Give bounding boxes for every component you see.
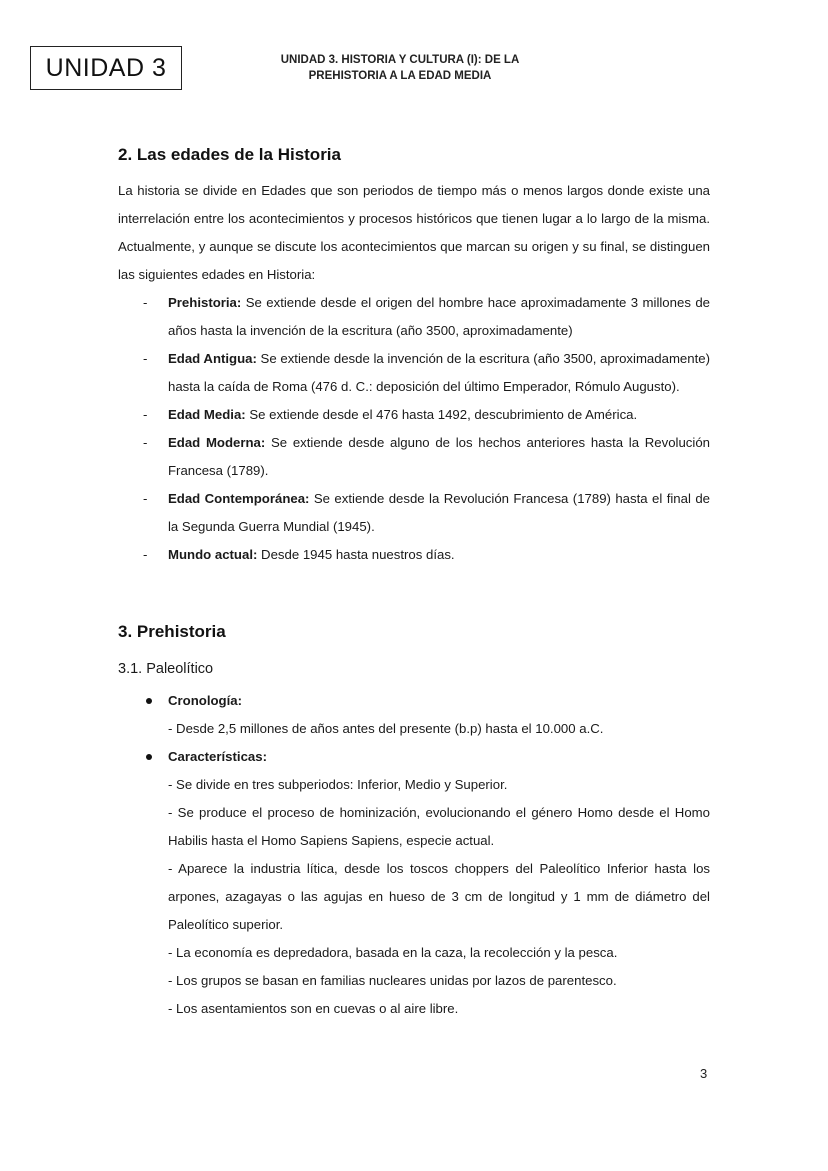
dash-marker: -: [143, 295, 148, 310]
age-description: Desde 1945 hasta nuestros días.: [257, 547, 455, 562]
dash-marker: -: [143, 435, 148, 450]
page-number: 3: [700, 1066, 708, 1081]
section-2-heading: 2. Las edades de la Historia: [118, 145, 341, 164]
age-description: Se extiende desde la invención de la escritura (año 3500, aproximadamente) hasta la caída de Roma (476 d. C.: deposición del último Emperador, Rómulo Augusto).: [168, 351, 710, 394]
age-term: Mundo actual:: [168, 547, 258, 562]
caracteristicas-line: - Los asentamientos son en cuevas o al aire libre.: [168, 1001, 459, 1016]
section-3-1-subheading: 3.1. Paleolítico: [118, 661, 214, 677]
ages-list-item: [118, 429, 710, 485]
age-term: Edad Contemporánea:: [168, 491, 310, 506]
caracteristicas-line: - Los grupos se basan en familias nucleares unidas por lazos de parentesco.: [168, 973, 617, 988]
ages-list-item: [118, 401, 710, 429]
bullet-dot-icon: [146, 754, 152, 760]
ages-list: [118, 289, 710, 569]
dash-marker: -: [143, 407, 148, 422]
caracteristicas-label: Características:: [168, 749, 267, 764]
header-title-line-1: UNIDAD 3. HISTORIA Y CULTURA (I): DE LA: [280, 54, 520, 66]
section-3-heading: 3. Prehistoria: [118, 622, 226, 641]
ages-list-item: [118, 289, 710, 345]
caracteristicas-line: - La economía es depredadora, basada en la caza, la recolección y la pesca.: [168, 945, 618, 960]
dash-marker: -: [143, 547, 148, 562]
cronologia-label: Cronología:: [168, 693, 242, 708]
age-term: Edad Moderna:: [168, 435, 266, 450]
unit-label: UNIDAD 3: [45, 53, 167, 82]
age-description: Se extiende desde el 476 hasta 1492, descubrimiento de América.: [245, 407, 638, 422]
ages-list-item: [118, 541, 710, 569]
section-2-intro: La historia se divide en Edades que son periodos de tiempo más o menos largos donde existe una interrelación entre los acontecimientos y procesos históricos que tienen lugar a lo largo de la misma. Actualmente, y aunque se discute los acontecimientos que marcan su origen y su final, se distinguen las siguientes edades en Historia:: [118, 183, 710, 282]
ages-list-item: [118, 485, 710, 541]
ages-list-item: [118, 345, 710, 401]
caracteristicas-block: [118, 743, 710, 1023]
cronologia-block: [118, 687, 710, 743]
age-description: Se extiende desde la Revolución Francesa (1789) hasta el final de la Segunda Guerra Mundial (1945).: [168, 491, 710, 534]
age-term: Prehistoria:: [168, 295, 242, 310]
bullet-dot-icon: [146, 698, 152, 704]
cronologia-heading: [118, 687, 710, 715]
age-description: Se extiende desde alguno de los hechos anteriores hasta la Revolución Francesa (1789).: [168, 435, 710, 478]
age-description: Se extiende desde el origen del hombre hace aproximadamente 3 millones de años hasta la invención de la escritura (año 3500, aproximadamente): [168, 295, 710, 338]
age-term: Edad Media:: [168, 407, 246, 422]
caracteristicas-line: - Se divide en tres subperiodos: Inferior, Medio y Superior.: [168, 777, 508, 792]
page-header-title: [240, 52, 560, 84]
dash-marker: -: [143, 491, 148, 506]
caracteristicas-line: - Se produce el proceso de hominización, evolucionando el género Homo desde el Homo Habilis hasta el Homo Sapiens Sapiens, especie actual.: [168, 805, 710, 848]
unit-label-box: [30, 46, 182, 90]
cronologia-line: - Desde 2,5 millones de años antes del presente (b.p) hasta el 10.000 a.C.: [168, 721, 604, 736]
caracteristicas-line: - Aparece la industria lítica, desde los toscos choppers del Paleolítico Inferior hasta los arpones, azagayas o las agujas en hueso de 3 cm de longitud y 1 mm de diámetro del Paleolítico superior.: [168, 861, 710, 932]
caracteristicas-heading: [118, 743, 710, 771]
dash-marker: -: [143, 351, 148, 366]
age-term: Edad Antigua:: [168, 351, 257, 366]
header-title-line-2: PREHISTORIA A LA EDAD MEDIA: [308, 70, 492, 82]
